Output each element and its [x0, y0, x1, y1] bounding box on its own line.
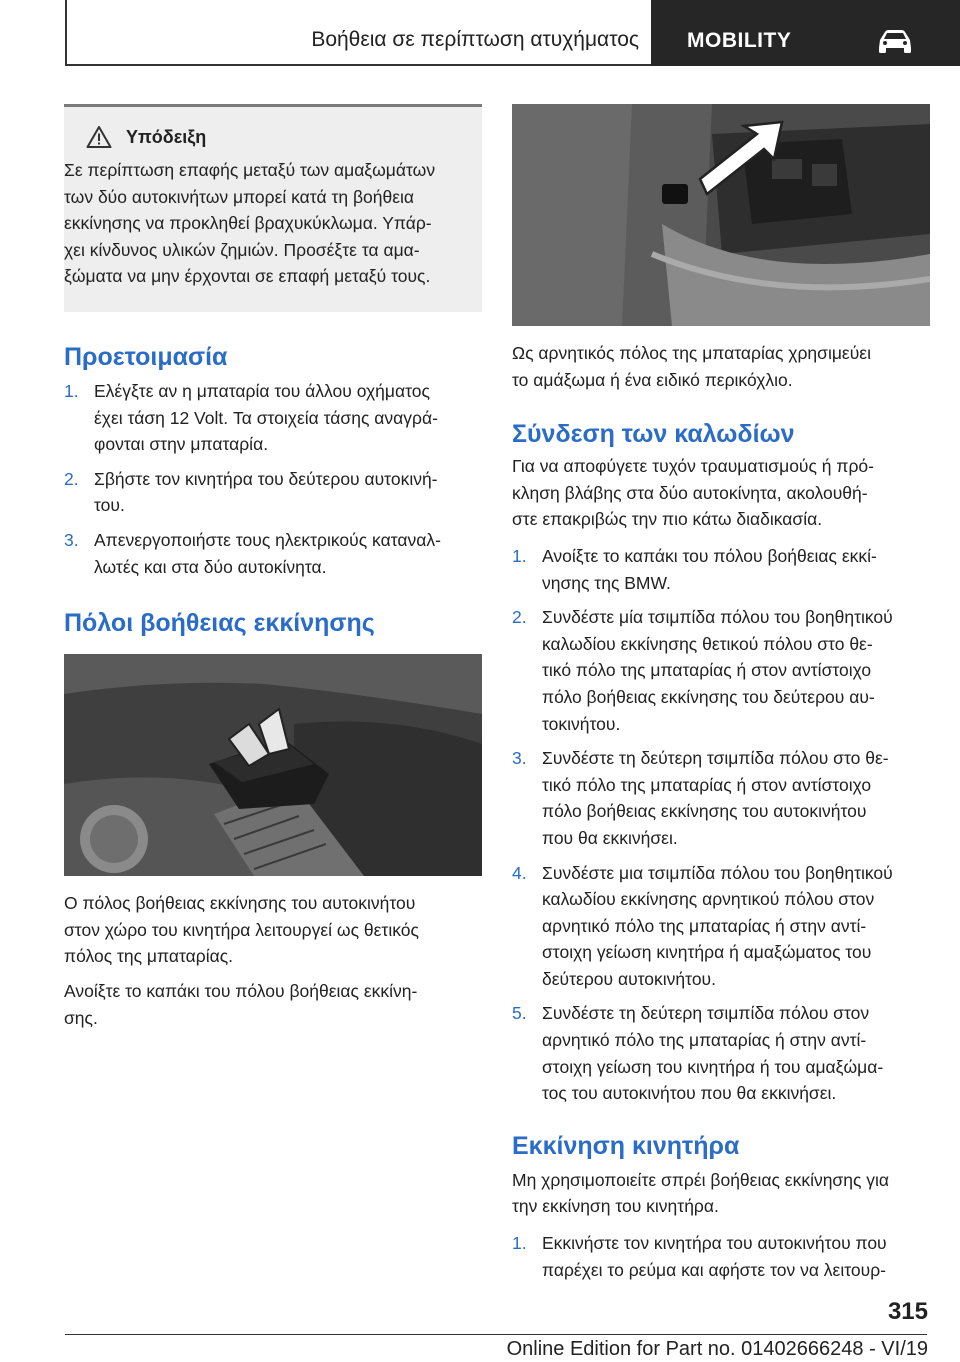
step-line: τικό πόλο της μπαταρίας ή στον αντίστοιχο — [542, 774, 872, 795]
ground-point-illustration — [512, 104, 930, 326]
list-item — [64, 527, 482, 580]
section-tab-mobility — [651, 0, 960, 66]
heading-jump-start-poles: Πόλοι βοήθειας εκκίνησης — [64, 609, 375, 638]
step-line: αρνητικό πόλο της μπαταρίας ή στην αντί‐ — [542, 915, 867, 936]
warning-icon — [86, 125, 112, 149]
list-item — [512, 860, 930, 993]
page-number: 315 — [887, 1298, 928, 1325]
hint-line: Σε περίπτωση επαφής μεταξύ των αμαξωμάτων — [64, 160, 436, 180]
step-number: 4. — [512, 862, 527, 883]
heading-preparation: Προετοιμασία — [64, 342, 228, 371]
list-item — [512, 1230, 930, 1283]
hint-box — [64, 104, 482, 312]
step-line: στοιχη γείωση κινητήρα ή αμαξώματος του — [542, 942, 872, 963]
hint-text — [64, 157, 468, 290]
connect-steps — [512, 543, 930, 1107]
intro-line: Μη χρησιμοποιείτε σπρέι βοήθειας εκκίνησης για — [512, 1169, 890, 1190]
connect-intro — [512, 453, 930, 533]
list-item — [512, 745, 930, 851]
step-line: Σβήστε τον κινητήρα του δεύτερου αυτοκινή‐ — [94, 468, 438, 489]
step-line: Εκκινήστε τον κινητήρα του αυτοκινήτου που — [542, 1233, 887, 1254]
step-line: τικό πόλο της μπαταρίας ή στον αντίστοιχο — [542, 660, 872, 681]
step-number: 5. — [512, 1003, 527, 1024]
step-line: έχει τάση 12 Volt. Τα στοιχεία τάσης αναγρά‐ — [94, 407, 438, 428]
list-item — [512, 1000, 930, 1106]
intro-line: κληση βλάβης στα δύο αυτοκίνητα, ακολουθή‐ — [512, 482, 868, 503]
header-title-frame — [65, 0, 651, 66]
caption-line: στον χώρο του κινητήρα λειτουργεί ως θετικός — [64, 919, 419, 940]
step-number: 1. — [64, 380, 79, 401]
instruction-line: σης. — [64, 1007, 98, 1028]
step-line: του. — [94, 495, 125, 516]
caption-line: το αμάξωμα ή ένα ειδικό περικόχλιο. — [512, 369, 793, 390]
step-number: 1. — [512, 545, 527, 566]
step-line: Ελέγξτε αν η μπαταρία του άλλου οχήματος — [94, 380, 430, 401]
list-item — [512, 604, 930, 737]
preparation-steps — [64, 378, 482, 580]
step-line: καλωδίου εκκίνησης θετικού πόλου στο θε‐ — [542, 633, 873, 654]
hint-title: Υπόδειξη — [126, 126, 207, 147]
caption-line: Ως αρνητικός πόλος της μπαταρίας χρησιμεύει — [512, 343, 871, 363]
right-column — [512, 104, 930, 1283]
step-line: λωτές και στα δύο αυτοκίνητα. — [94, 556, 327, 577]
hint-line: χει κίνδυνος υλικών ζημιών. Προσέξτε τα αμα‐ — [64, 239, 420, 260]
step-line: Συνδέστε μια τσιμπίδα πόλου του βοηθητικού — [542, 862, 893, 883]
step-line: στοιχη γείωση του κινητήρα ή του αμαξώμα‐ — [542, 1056, 884, 1077]
edition-note: Online Edition for Part no. 01402666248 - VI/19 — [506, 1338, 928, 1360]
positive-pole-caption — [64, 890, 482, 970]
step-line: παρέχει το ρεύμα και αφήστε τον να λειτουρ‐ — [542, 1259, 886, 1280]
left-column — [64, 104, 482, 1031]
caption-line: πόλος της μπαταρίας. — [64, 946, 233, 967]
step-line: δεύτερου αυτοκινήτου. — [542, 968, 716, 989]
ground-caption — [512, 340, 930, 393]
section-label: MOBILITY — [687, 29, 792, 52]
step-line: αρνητικό πόλο της μπαταρίας ή στην αντί‐ — [542, 1030, 867, 1051]
start-steps — [512, 1230, 930, 1283]
heading-connect-cables: Σύνδεση των καλωδίων — [512, 420, 795, 449]
step-line: Απενεργοποιήστε τους ηλεκτρικούς καταναλ‐ — [94, 529, 441, 550]
step-line: Συνδέστε τη δεύτερη τσιμπίδα πόλου στον — [542, 1003, 870, 1024]
photo-positive-pole — [64, 654, 482, 876]
caption-line: Ο πόλος βοήθειας εκκίνησης του αυτοκινήτου — [64, 893, 416, 914]
step-number: 3. — [64, 529, 79, 550]
start-intro — [512, 1167, 930, 1220]
step-line: καλωδίου εκκίνησης αρνητικού πόλου στον — [542, 889, 875, 910]
open-cap-instruction — [64, 978, 482, 1031]
hint-header — [64, 117, 468, 157]
step-line: που θα εκκινήσει. — [542, 827, 678, 848]
footer-divider — [65, 1334, 927, 1335]
step-number: 2. — [64, 468, 79, 489]
step-line: Ανοίξτε το καπάκι του πόλου βοήθειας εκκί‐ — [542, 545, 877, 566]
page-header — [65, 0, 960, 66]
step-number: 2. — [512, 607, 527, 628]
step-line: Συνδέστε μία τσιμπίδα πόλου του βοηθητικού — [542, 607, 893, 628]
step-line: πόλο βοήθειας εκκίνησης του δεύτερου αυ‐ — [542, 686, 875, 707]
list-item — [64, 466, 482, 519]
step-number: 3. — [512, 748, 527, 769]
step-number: 1. — [512, 1233, 527, 1254]
chapter-title: Βοήθεια σε περίπτωση ατυχήματος — [311, 28, 639, 51]
hint-line: ξώματα να μην έρχονται σε επαφή μεταξύ τους. — [64, 266, 431, 287]
hint-line: εκκίνησης να προκληθεί βραχυκύκλωμα. Υπάρ‐ — [64, 213, 432, 234]
list-item — [512, 543, 930, 596]
instruction-line: Ανοίξτε το καπάκι του πόλου βοήθειας εκκίνη‐ — [64, 980, 418, 1001]
step-line: τος του αυτοκινήτου που θα εκκινήσει. — [542, 1083, 837, 1104]
intro-line: στε επακριβώς την πιο κάτω διαδικασία. — [512, 509, 823, 530]
step-line: νησης της BMW. — [542, 572, 671, 593]
hint-line: των δύο αυτοκινήτων μπορεί κατά τη βοήθεια — [64, 186, 415, 207]
intro-line: την εκκίνηση του κινητήρα. — [512, 1196, 719, 1217]
photo-ground-point — [512, 104, 930, 326]
heading-start-engine: Εκκίνηση κινητήρα — [512, 1131, 740, 1160]
step-line: τοκινήτου. — [542, 713, 621, 734]
list-item — [64, 378, 482, 458]
intro-line: Για να αποφύγετε τυχόν τραυματισμούς ή πρό‐ — [512, 456, 874, 477]
step-line: φονται στην μπαταρία. — [94, 434, 269, 455]
step-line: πόλο βοήθειας εκκίνησης του αυτοκινήτου — [542, 801, 867, 822]
step-line: Συνδέστε τη δεύτερη τσιμπίδα πόλου στο θε‐ — [542, 748, 889, 769]
engine-bay-illustration — [64, 654, 482, 876]
car-icon — [876, 28, 914, 54]
